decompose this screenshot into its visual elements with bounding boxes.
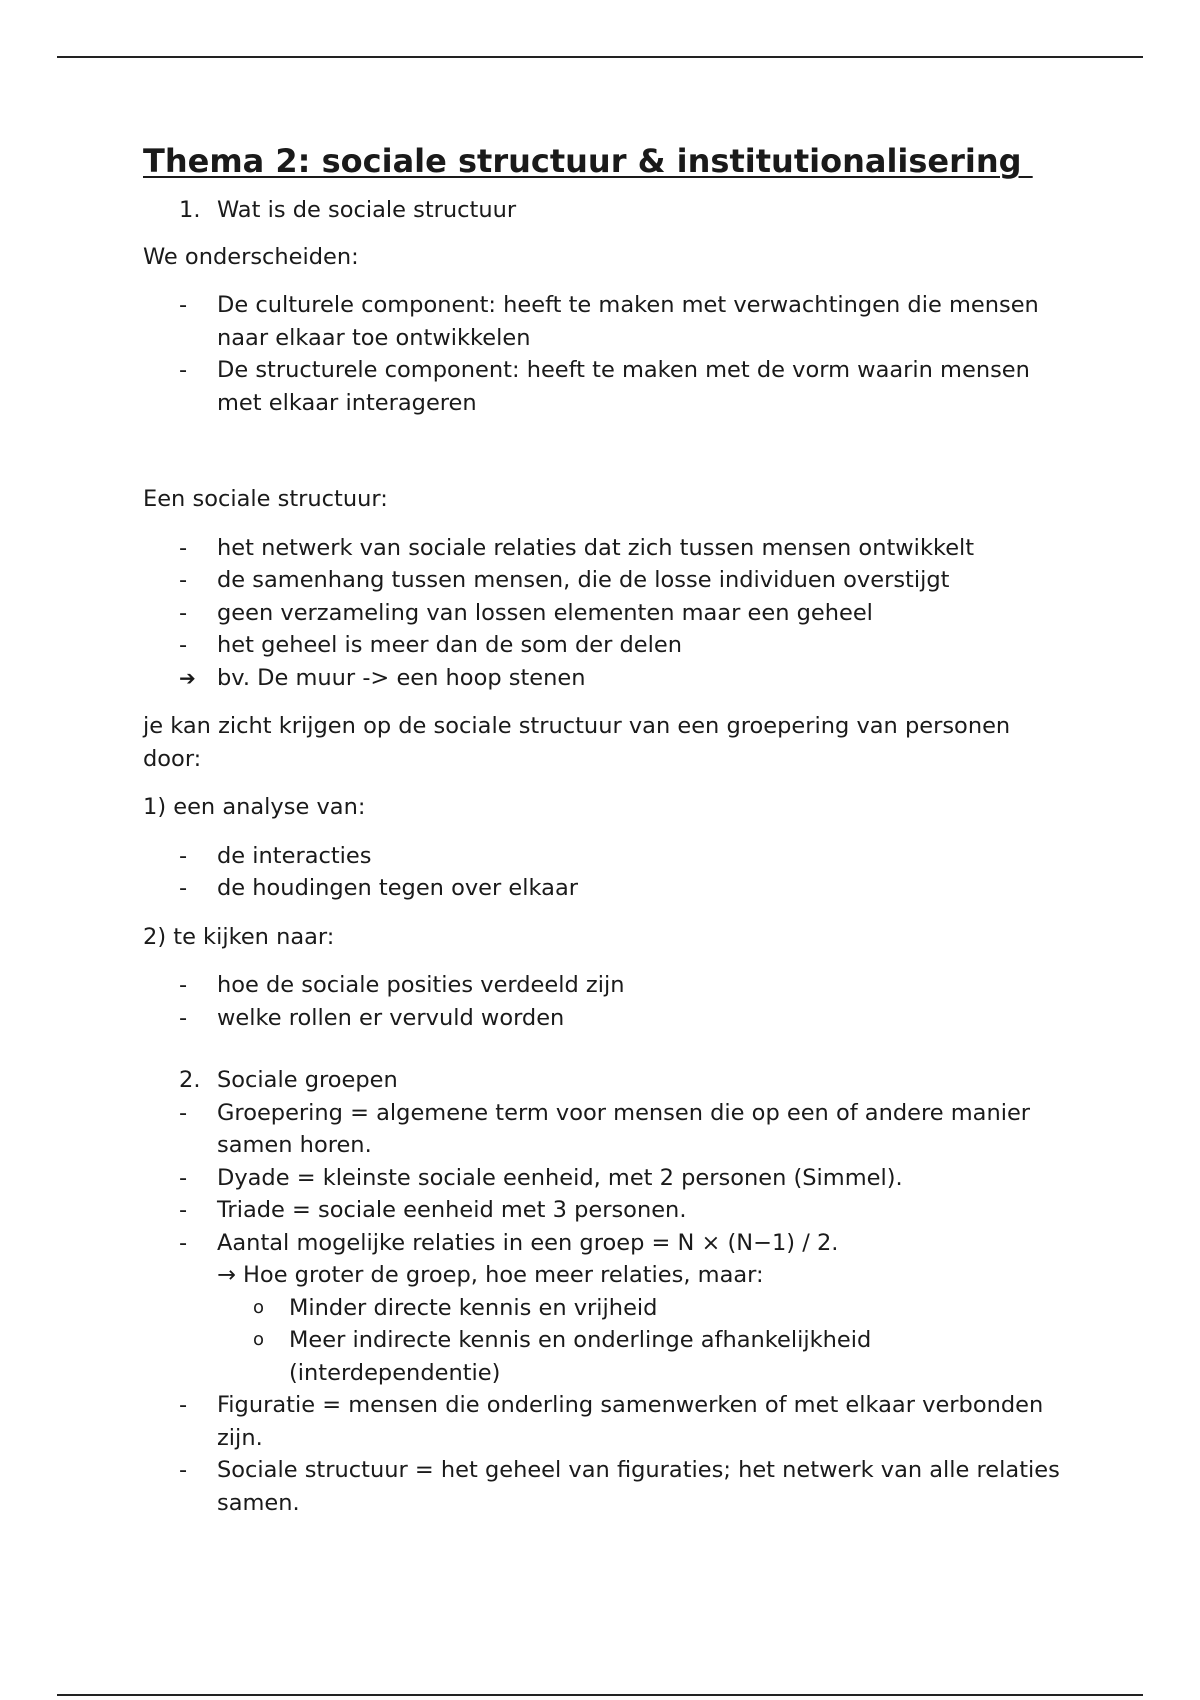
definition-list [143, 532, 1063, 695]
list-item: - het netwerk van sociale relaties dat zich tussen mensen ontwikkelt [179, 534, 975, 561]
analysis-heading: 1) een analyse van: [143, 794, 366, 820]
page-title: Thema 2: sociale structuur & institutionalisering [143, 142, 1033, 180]
spacer [143, 1034, 1063, 1064]
sub-list-item: o Meer indirecte kennis en onderlinge afhankelijkheid (interdependentie) [143, 1324, 1063, 1389]
look-list [143, 969, 1063, 1034]
insight-text: je kan zicht krijgen op de sociale structuur van een groepering van personen door: [143, 713, 1011, 772]
list-item: - hoe de sociale posities verdeeld zijn [179, 972, 625, 998]
list-item: - het geheel is meer dan de som der delen [179, 632, 683, 658]
list-item: - Dyade = kleinste sociale eenheid, met 2 personen (Simmel). [179, 1164, 903, 1191]
document-body [143, 138, 1063, 1535]
definition-heading: Een sociale structuur: [143, 486, 388, 512]
arrow-icon: ➔ [179, 665, 196, 690]
list-item: - Aantal mogelijke relaties in een groep = N × (N−1) / 2. [179, 1229, 839, 1256]
circle-bullet-icon: o [253, 1329, 265, 1350]
list-item: - Triade = sociale eenheid met 3 personen. [179, 1197, 687, 1223]
sub-list-item: o Minder directe kennis en vrijheid [143, 1292, 1063, 1325]
section2-list [143, 1064, 1063, 1259]
header-rule [57, 56, 1143, 58]
list-item: - welke rollen er vervuld worden [179, 1004, 565, 1031]
example-item: ➔ bv. De muur -> een hoop stenen [143, 662, 1063, 695]
components-list [143, 289, 1063, 419]
list-item: - Groepering = algemene term voor mensen die op een of andere manier samen horen. [179, 1099, 1031, 1158]
list-item: - Sociale structuur = het geheel van figuraties; het netwerk van alle relaties samen. [179, 1457, 1060, 1516]
circle-bullet-icon: o [253, 1296, 265, 1318]
section2-heading: 2. Sociale groepen [143, 1064, 1063, 1097]
footer-rule [57, 1694, 1143, 1696]
list-number: 2. [179, 1067, 201, 1093]
look-heading: 2) te kijken naar: [143, 923, 335, 950]
sub-list [143, 1292, 1063, 1390]
analysis-list [143, 840, 1063, 905]
list-number: 1. [179, 197, 201, 223]
list-item: - de samenhang tussen mensen, die de losse individuen overstijgt [179, 567, 950, 593]
section2-list-b [143, 1389, 1063, 1519]
list-item: - De culturele component: heeft te maken met verwachtingen die mensen naar elkaar toe ontwikkelen [179, 292, 1039, 351]
intro-text: We onderscheiden: [143, 243, 359, 270]
list-item: - de houdingen tegen over elkaar [179, 875, 578, 901]
list-item: - de interacties [179, 842, 372, 869]
section1-heading: 1. Wat is de sociale structuur [143, 194, 1063, 227]
list-item: - geen verzameling van lossen elementen maar een geheel [179, 599, 873, 626]
section1-heading-list [143, 194, 1063, 227]
group-size-note: → Hoe groter de groep, hoe meer relaties, maar: [217, 1262, 764, 1288]
list-item: - Figuratie = mensen die onderling samenwerken of met elkaar verbonden zijn. [179, 1392, 1044, 1451]
list-item: - De structurele component: heeft te maken met de vorm waarin mensen met elkaar interageren [179, 357, 1030, 416]
spacer [143, 435, 1063, 483]
